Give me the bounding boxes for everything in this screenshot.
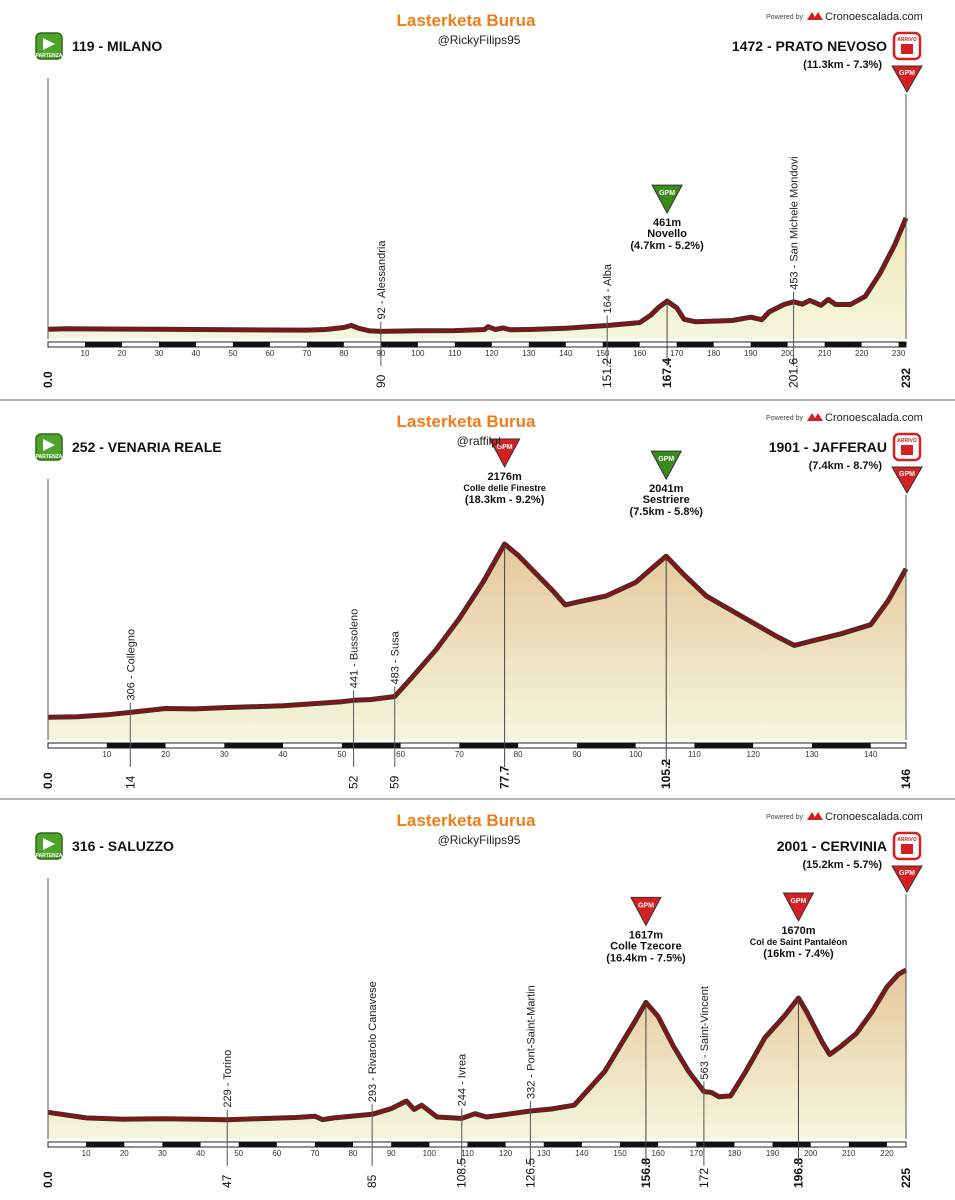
finish-town: 1901 - JAFFERAU <box>768 439 887 455</box>
km-tick-label: 200 <box>780 349 795 358</box>
cronoescalada-logo-icon <box>807 12 823 20</box>
km-bar-segment <box>107 743 166 748</box>
powered-by: Powered by <box>766 814 803 821</box>
km-bar-segment <box>899 342 906 347</box>
arrivo-label: ARRIVO <box>897 438 917 444</box>
km-bar-segment <box>773 1142 811 1147</box>
km-tick-label: 180 <box>727 1149 742 1158</box>
km-tick-label: 90 <box>572 750 582 759</box>
km-tick-label: 20 <box>117 349 127 358</box>
km-tick-label: 190 <box>765 1149 780 1158</box>
km-bar-segment <box>577 743 636 748</box>
climb-name: Sestriere <box>642 494 690 507</box>
km-tick-label: 220 <box>854 349 869 358</box>
distance-label: 0.0 <box>41 772 55 789</box>
climb-stats: (16km - 7.4%) <box>763 947 834 960</box>
distance-label: 105.2 <box>659 758 674 789</box>
start-town: 119 - MILANO <box>72 38 163 54</box>
climb-name: Col de Saint Pantaléon <box>749 936 848 947</box>
km-tick-label: 150 <box>596 349 610 358</box>
distance-label: 108.5 <box>454 1157 469 1188</box>
km-tick-label: 100 <box>628 750 643 759</box>
km-bar-segment <box>315 1142 353 1147</box>
km-bar-segment <box>677 342 714 347</box>
km-bar-segment <box>467 1142 505 1147</box>
arrivo-icon <box>894 833 920 859</box>
km-tick-label: 140 <box>864 750 878 759</box>
town-label: 306 - Collegno <box>125 628 138 701</box>
km-tick-label: 230 <box>891 349 906 358</box>
distance-label: 85 <box>365 1174 380 1188</box>
km-tick-label: 180 <box>707 349 721 358</box>
town-label: 164 - Alba <box>602 263 615 314</box>
km-tick-label: 120 <box>746 750 760 759</box>
finish-town: 2001 - CERVINIA <box>776 838 887 854</box>
chart-title: Lasterketa Burua <box>396 811 536 830</box>
km-bar-segment <box>86 1142 124 1147</box>
arrivo-label: ARRIVO <box>897 837 917 843</box>
km-tick-label: 70 <box>302 349 312 358</box>
climb-altitude: 461m <box>653 217 682 230</box>
km-bar-segment <box>459 743 518 748</box>
stage-profile-2 <box>0 401 955 801</box>
climb-stats: (4.7km - 5.2%) <box>630 240 704 253</box>
km-tick-label: 30 <box>154 349 164 358</box>
author-handle: @raffilpt <box>456 434 502 448</box>
km-bar-segment <box>812 743 871 748</box>
start-town: 252 - VENARIA REALE <box>72 439 222 455</box>
km-tick-label: 50 <box>337 750 347 759</box>
km-bar-segment <box>342 743 401 748</box>
author-handle: @RickyFilips95 <box>437 33 521 47</box>
distance-label: 201.6 <box>786 357 801 388</box>
town-label: 293 - Rivarolo Canavese <box>367 981 380 1103</box>
gpm-label: GPM <box>899 471 915 478</box>
cronoescalada-logo-icon <box>807 812 823 820</box>
km-tick-label: 140 <box>559 349 573 358</box>
km-tick-label: 40 <box>196 1149 205 1158</box>
km-tick-label: 50 <box>228 349 238 358</box>
km-bar-segment <box>696 1142 734 1147</box>
km-bar-segment <box>751 342 788 347</box>
start-town: 316 - SALUZZO <box>72 838 174 854</box>
km-bar-segment <box>233 342 270 347</box>
cronoescalada-logo-icon <box>807 413 823 421</box>
distance-label: 151.2 <box>600 357 615 388</box>
km-bar-segment <box>849 1142 887 1147</box>
profile-area <box>48 218 906 339</box>
distance-label: 59 <box>387 775 402 789</box>
climb-altitude: 1617m <box>628 929 664 942</box>
arrivo-icon <box>894 33 920 59</box>
gpm-label: GPM <box>658 456 675 464</box>
town-label: 441 - Bussoleno <box>348 608 361 689</box>
town-label: 483 - Susa <box>389 631 402 685</box>
finish-town: 1472 - PRATO NEVOSO <box>731 38 887 54</box>
km-bar-segment <box>694 743 753 748</box>
distance-label: 232 <box>899 367 913 388</box>
km-tick-label: 130 <box>537 1149 551 1158</box>
author-handle: @RickyFilips95 <box>437 833 521 847</box>
partenza-label: PARTENZA <box>35 853 63 859</box>
climb-name: Colle delle Finestre <box>463 483 546 493</box>
km-bar-segment <box>620 1142 658 1147</box>
km-bar-segment <box>529 342 566 347</box>
chart-title: Lasterketa Burua <box>396 412 536 431</box>
km-tick-label: 110 <box>688 750 701 759</box>
distance-label: 126.5 <box>523 1157 538 1188</box>
chart-title: Lasterketa Burua <box>396 11 536 30</box>
km-tick-label: 70 <box>310 1149 320 1158</box>
km-tick-label: 40 <box>191 349 201 358</box>
partenza-icon <box>36 434 63 460</box>
town-label: 332 - Pont-Saint-Martin <box>525 985 538 1099</box>
km-tick-label: 130 <box>522 349 536 358</box>
gpm-label: GPM <box>637 902 654 910</box>
climb-altitude: 1670m <box>781 924 816 937</box>
climb-altitude: 2041m <box>649 483 684 496</box>
km-tick-label: 20 <box>119 1149 129 1158</box>
site-name: Cronoescalada.com <box>825 811 923 823</box>
km-bar-segment <box>162 1142 200 1147</box>
km-tick-label: 120 <box>485 349 499 358</box>
gpm-label: GPM <box>496 444 513 451</box>
stage-profile-1 <box>0 0 955 400</box>
distance-label: 0.0 <box>41 371 55 388</box>
distance-label: 196.8 <box>791 1157 806 1188</box>
partenza-label: PARTENZA <box>35 454 63 460</box>
km-tick-label: 10 <box>81 1149 91 1158</box>
km-tick-label: 200 <box>803 1149 818 1158</box>
km-bar-segment <box>455 342 492 347</box>
km-tick-label: 30 <box>219 750 229 759</box>
finish-climb-stats: (7.4km - 8.7%) <box>808 460 882 472</box>
town-label: 244 - Ivrea <box>456 1053 469 1107</box>
distance-label: 146 <box>899 768 913 789</box>
km-bar-segment <box>381 342 418 347</box>
site-name: Cronoescalada.com <box>825 11 923 23</box>
km-tick-label: 160 <box>633 349 647 358</box>
km-tick-label: 220 <box>880 1149 894 1158</box>
arrivo-label: ARRIVO <box>897 37 917 43</box>
km-tick-label: 140 <box>575 1149 589 1158</box>
km-tick-label: 10 <box>80 349 90 358</box>
km-tick-label: 10 <box>102 750 112 759</box>
km-tick-label: 50 <box>234 1149 244 1158</box>
partenza-icon <box>36 33 63 59</box>
km-bar-segment <box>239 1142 277 1147</box>
distance-label: 52 <box>346 775 361 789</box>
gpm-label: GPM <box>899 70 915 77</box>
km-bar-segment <box>224 743 283 748</box>
town-label: 453 - San Michele Mondovi <box>788 156 801 290</box>
km-tick-label: 120 <box>498 1149 513 1158</box>
km-bar-segment <box>307 342 344 347</box>
km-tick-label: 110 <box>461 1149 474 1158</box>
town-label: 92 - Alessandria <box>375 240 388 320</box>
climb-name: Colle Tzecore <box>610 940 682 953</box>
stage-profile-3 <box>0 800 955 1200</box>
km-tick-label: 210 <box>842 1149 856 1158</box>
km-bar-segment <box>85 342 122 347</box>
climb-stats: (16.4km - 7.5%) <box>606 952 686 965</box>
km-tick-label: 80 <box>348 1149 358 1158</box>
km-tick-label: 90 <box>386 1149 396 1158</box>
climb-altitude: 2176m <box>487 471 522 483</box>
km-bar-segment <box>825 342 862 347</box>
site-name: Cronoescalada.com <box>825 412 923 424</box>
km-tick-label: 130 <box>805 750 819 759</box>
climb-stats: (18.3km - 9.2%) <box>464 494 545 506</box>
km-tick-label: 30 <box>157 1149 167 1158</box>
profile-svg <box>0 800 955 1198</box>
arrivo-icon <box>894 434 920 460</box>
km-bar-segment <box>603 342 640 347</box>
powered-by: Powered by <box>766 415 803 422</box>
town-label: 229 - Torino <box>222 1049 235 1108</box>
gpm-label: GPM <box>899 870 915 877</box>
km-bar-segment <box>391 1142 429 1147</box>
distance-label: 156.8 <box>638 1157 653 1188</box>
km-tick-label: 60 <box>272 1149 282 1158</box>
distance-label: 90 <box>373 374 388 388</box>
km-tick-label: 70 <box>454 750 464 759</box>
profile-svg <box>0 401 955 799</box>
km-tick-label: 110 <box>448 349 462 358</box>
town-label: 563 - Saint-Vincent <box>698 986 711 1080</box>
distance-label: 0.0 <box>41 1171 55 1188</box>
distance-label: 14 <box>123 775 138 789</box>
profile-svg <box>0 0 955 398</box>
partenza-icon <box>36 833 63 859</box>
climb-stats: (7.5km - 5.8%) <box>629 506 703 519</box>
km-bar-segment <box>544 1142 582 1147</box>
km-tick-label: 20 <box>161 750 170 759</box>
km-tick-label: 90 <box>376 349 386 358</box>
km-tick-label: 100 <box>422 1149 437 1158</box>
km-tick-label: 190 <box>743 349 758 358</box>
gpm-label: GPM <box>659 190 676 198</box>
km-tick-label: 210 <box>817 349 832 358</box>
finish-climb-stats: (11.3km - 7.3%) <box>803 59 882 71</box>
climb-name: Novello <box>647 228 687 241</box>
finish-climb-stats: (15.2km - 5.7%) <box>802 859 882 871</box>
km-tick-label: 60 <box>396 750 406 759</box>
distance-label: 172 <box>696 1167 711 1188</box>
km-tick-label: 60 <box>265 349 275 358</box>
km-tick-label: 150 <box>613 1149 627 1158</box>
km-tick-label: 40 <box>278 750 288 759</box>
distance-label: 225 <box>899 1167 913 1188</box>
partenza-label: PARTENZA <box>35 53 63 59</box>
km-tick-label: 80 <box>339 349 349 358</box>
powered-by: Powered by <box>766 14 803 21</box>
distance-label: 77.7 <box>497 765 512 789</box>
distance-label: 167.4 <box>660 357 675 388</box>
km-tick-label: 170 <box>689 1149 703 1158</box>
gpm-label: GPM <box>790 897 807 905</box>
km-tick-label: 100 <box>411 349 425 358</box>
km-tick-label: 160 <box>651 1149 665 1158</box>
km-bar-segment <box>159 342 196 347</box>
km-tick-label: 80 <box>513 750 523 759</box>
distance-label: 47 <box>220 1174 235 1188</box>
km-tick-label: 170 <box>670 349 684 358</box>
